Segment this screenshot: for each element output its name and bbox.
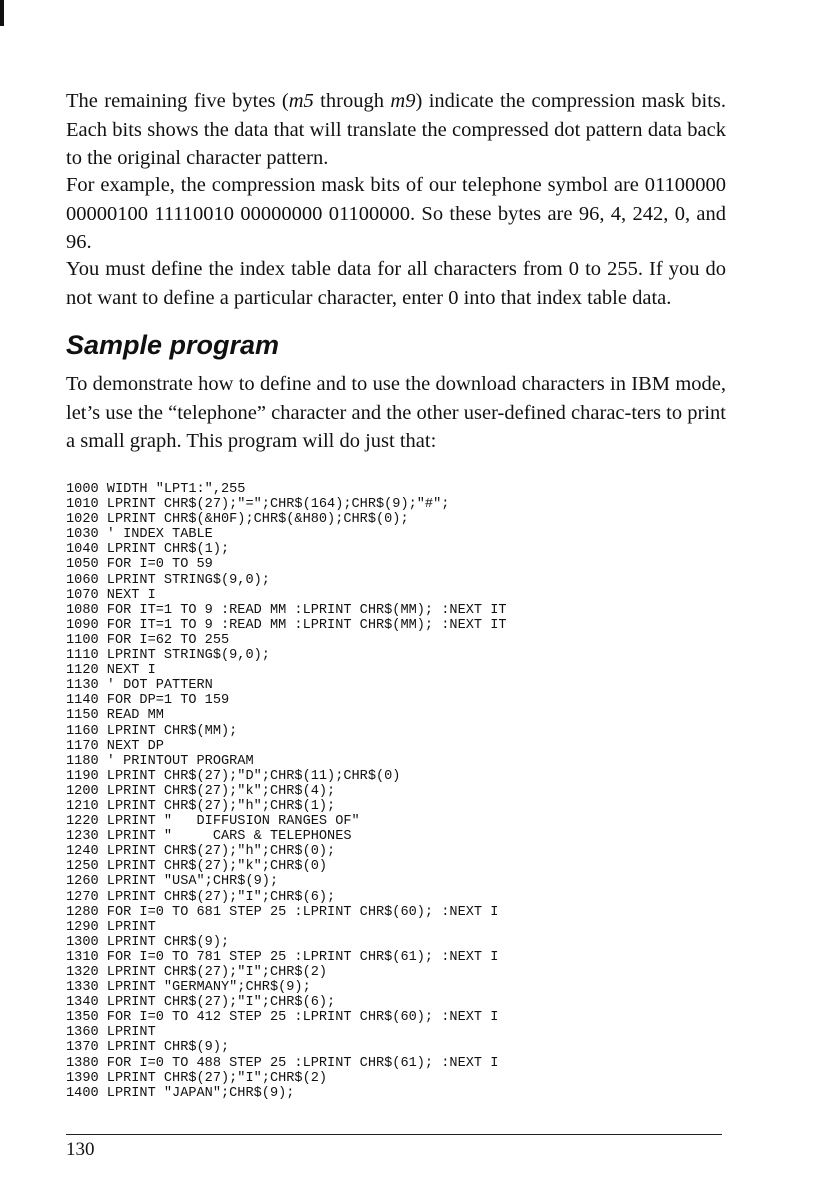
code-line: 1390 LPRINT CHR$(27);"I";CHR$(2) <box>66 1070 328 1086</box>
code-line: 1130 ' DOT PATTERN <box>66 678 213 694</box>
code-line: 1190 LPRINT CHR$(27);"D";CHR$(11);CHR$(0) <box>66 768 401 784</box>
section-heading: Sample program <box>66 330 280 360</box>
code-line: 1150 READ MM <box>66 708 164 724</box>
code-line: 1230 LPRINT " CARS & TELEPHONES <box>66 829 352 845</box>
code-line: 1110 LPRINT STRING$(9,0); <box>66 648 270 664</box>
code-line: 1330 LPRINT "GERMANY";CHR$(9); <box>66 980 311 996</box>
code-line: 1290 LPRINT <box>66 919 156 935</box>
code-line: 1380 FOR I=0 TO 488 STEP 25 :LPRINT CHR$(61); :NEXT I <box>66 1055 499 1071</box>
code-line: 1080 FOR IT=1 TO 9 :READ MM :LPRINT CHR$(MM); :NEXT IT <box>66 602 507 618</box>
page-edge-mark <box>0 0 4 26</box>
p1-m9: m9 <box>390 90 416 112</box>
code-line: 1260 LPRINT "USA";CHR$(9); <box>66 874 279 890</box>
code-line: 1220 LPRINT " DIFFUSION RANGES OF" <box>66 814 360 830</box>
code-line: 1320 LPRINT CHR$(27);"I";CHR$(2) <box>66 965 328 980</box>
code-line: 1250 LPRINT CHR$(27);"k";CHR$(0) <box>66 859 328 875</box>
code-line: 1180 ' PRINTOUT PROGRAM <box>66 753 254 769</box>
code-line: 1280 FOR I=0 TO 681 STEP 25 :LPRINT CHR$(60); :NEXT I <box>66 904 499 920</box>
code-line: 1020 LPRINT CHR$(&H0F);CHR$(&H80);CHR$(0); <box>66 512 409 528</box>
code-line: 1350 FOR I=0 TO 412 STEP 25 :LPRINT CHR$(60); :NEXT I <box>66 1010 499 1026</box>
code-line: 1370 LPRINT CHR$(9); <box>66 1040 230 1056</box>
paragraph-index-table: You must define the index table data for all characters from 0 to 255. If you do not want to define a particular character, enter 0 into that index table data. <box>66 258 726 309</box>
code-line: 1310 FOR I=0 TO 781 STEP 25 :LPRINT CHR$(61); :NEXT I <box>66 949 499 965</box>
paragraph-demonstration: To demonstrate how to define and to use the download characters in IBM mode, let’s use the “telephone” character and the other user-defined charac-ters to print a small graph. This program will do just that: <box>66 373 726 452</box>
p1-text-c: ) indicate the compression mask bits. Each bits shows the data that will translate the compressed dot pattern data back to the original character pattern. <box>66 90 726 169</box>
code-line: 1100 FOR I=62 TO 255 <box>66 632 230 648</box>
code-line: 1010 LPRINT CHR$(27);"=";CHR$(164);CHR$(9);"#"; <box>66 497 450 513</box>
code-line: 1200 LPRINT CHR$(27);"k";CHR$(4); <box>66 783 336 799</box>
p1-text-a: The remaining five bytes ( <box>66 90 289 112</box>
code-line: 1060 LPRINT STRING$(9,0); <box>66 572 270 588</box>
code-line: 1400 LPRINT "JAPAN";CHR$(9); <box>66 1085 295 1101</box>
code-line: 1360 LPRINT <box>66 1025 156 1041</box>
code-line: 1160 LPRINT CHR$(MM); <box>66 723 238 739</box>
code-line: 1140 FOR DP=1 TO 159 <box>66 693 230 709</box>
code-line: 1090 FOR IT=1 TO 9 :READ MM :LPRINT CHR$(MM); :NEXT IT <box>66 617 507 633</box>
p1-text-b: through <box>313 90 391 112</box>
code-line: 1270 LPRINT CHR$(27);"I";CHR$(6); <box>66 889 336 905</box>
code-line: 1170 NEXT DP <box>66 738 164 754</box>
code-line: 1300 LPRINT CHR$(9); <box>66 934 230 950</box>
code-line: 1050 FOR I=0 TO 59 <box>66 557 213 573</box>
code-line: 1240 LPRINT CHR$(27);"h";CHR$(0); <box>66 844 336 860</box>
p1-m5: m5 <box>288 90 314 112</box>
code-line: 1040 LPRINT CHR$(1); <box>66 542 230 558</box>
code-line: 1070 NEXT I <box>66 587 156 603</box>
code-line: 1030 ' INDEX TABLE <box>66 527 213 543</box>
page-number: 130 <box>66 1139 95 1160</box>
code-line: 1340 LPRINT CHR$(27);"I";CHR$(6); <box>66 995 336 1011</box>
paragraph-example: For example, the compression mask bits of our telephone symbol are 01100000 00000100 11110010 00000000 01100000. So these bytes are 96, 4, 242, 0, and 96. <box>66 174 726 253</box>
code-line: 1210 LPRINT CHR$(27);"h";CHR$(1); <box>66 798 336 814</box>
code-line: 1000 WIDTH "LPT1:",255 <box>66 482 246 497</box>
code-line: 1120 NEXT I <box>66 663 156 679</box>
footer-rule <box>66 1134 722 1135</box>
paragraph-compression-mask <box>66 87 726 173</box>
code-listing <box>66 482 507 1101</box>
